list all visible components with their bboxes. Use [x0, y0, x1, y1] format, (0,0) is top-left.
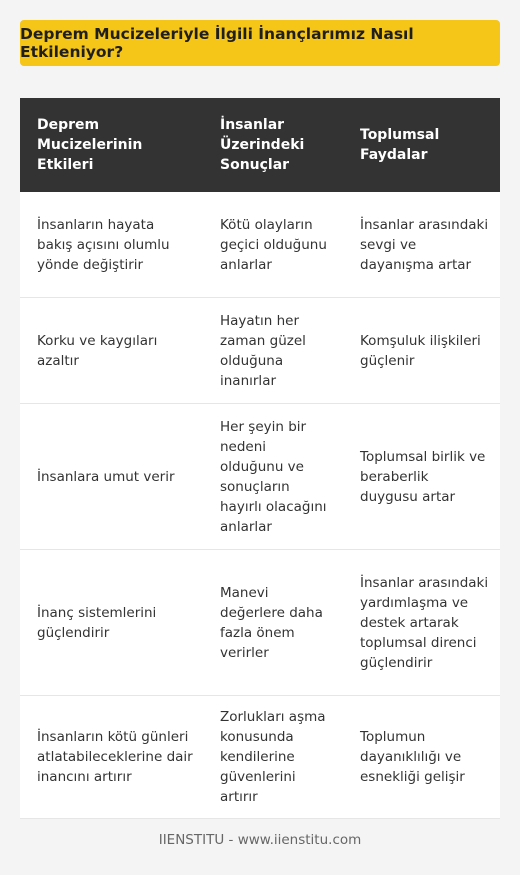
- table-cell: Kötü olayların geçici olduğunu anlarlar: [220, 216, 327, 273]
- table-cell: İnsanlar arasındaki yardımlaşma ve destek artarak toplumsal direnci güçlendirir: [360, 574, 489, 671]
- table-cell: İnsanlar arasındaki sevgi ve dayanışma artar: [360, 216, 489, 273]
- table-cell: Manevi değerlere daha fazla önem verirler: [220, 584, 323, 661]
- comparison-table: [20, 98, 500, 819]
- column-header: İnsanlar Üzerindeki Sonuçlar: [220, 117, 305, 173]
- table-cell: İnanç sistemlerini güçlendirir: [37, 604, 157, 641]
- table-header: [20, 98, 500, 192]
- table-cell: İnsanların kötü günleri atlatabileceklerine dair inancını artırır: [37, 729, 193, 785]
- table-row: [20, 404, 500, 550]
- table-cell: Komşuluk ilişkileri güçlenir: [360, 332, 481, 369]
- table-cell: Zorlukları aşma konusunda kendilerine güvenlerini artırır: [220, 709, 326, 805]
- table-cell: Her şeyin bir nedeni olduğunu ve sonuçların hayırlı olacağını anlarlar: [220, 418, 327, 535]
- table-row: [20, 550, 500, 696]
- column-header: Deprem Mucizelerinin Etkileri: [37, 117, 143, 173]
- table-row: [20, 298, 500, 404]
- footer-credit: IIENSTITU - www.iienstitu.com: [158, 832, 362, 848]
- table-cell: İnsanların hayata bakış açısını olumlu yönde değiştirir: [37, 216, 170, 273]
- table-cell: Korku ve kaygıları azaltır: [37, 332, 158, 369]
- page-title: Deprem Mucizeleriyle İlgili İnançlarımız Nasıl Etkileniyor?: [20, 20, 500, 66]
- table-cell: Toplumsal birlik ve beraberlik duygusu artar: [360, 448, 486, 505]
- table-cell: Toplumun dayanıklılığı ve esnekliği gelişir: [360, 729, 465, 785]
- table-cell: Hayatın her zaman güzel olduğuna inanırlar: [220, 312, 306, 389]
- table-cell: İnsanlara umut verir: [37, 468, 175, 485]
- table-row: [20, 192, 500, 298]
- column-header: Toplumsal Faydalar: [360, 127, 440, 163]
- table-row: [20, 696, 500, 819]
